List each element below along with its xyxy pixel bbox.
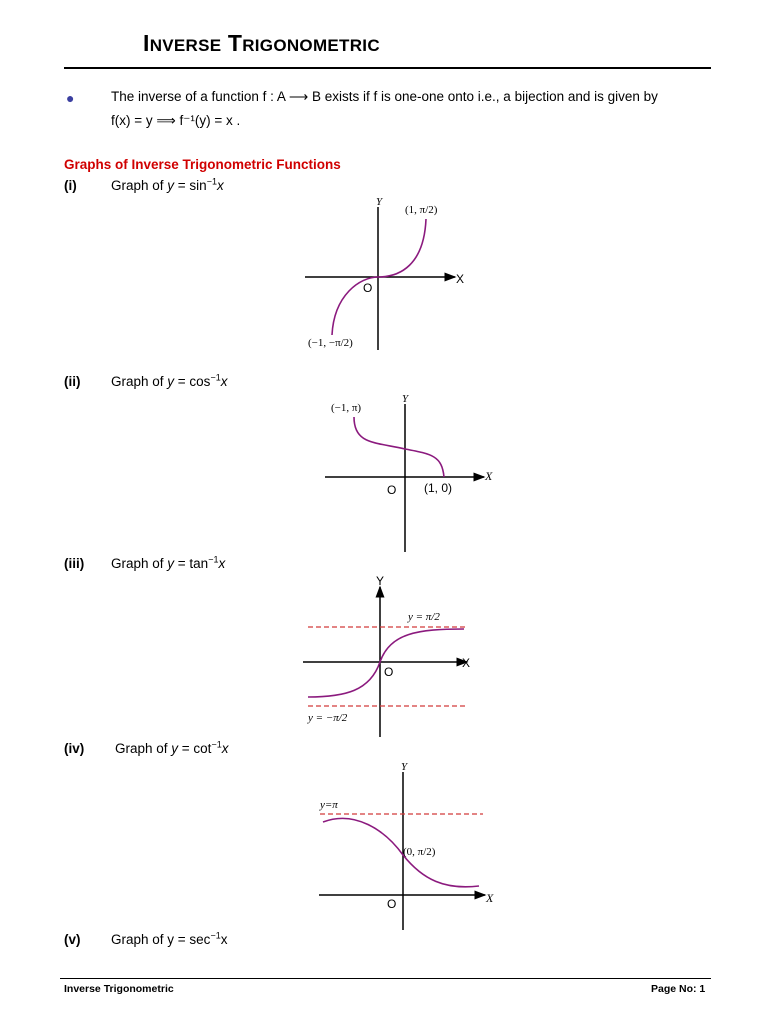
caption-var: y (167, 556, 175, 571)
caption-text: Graph of (111, 932, 168, 947)
origin-label: O (363, 281, 373, 295)
point-label: (1, π/2) (405, 204, 438, 216)
item-caption-5 (111, 932, 227, 947)
caption-sup: −1 (206, 176, 217, 187)
page-number: Page No: 1 (651, 983, 706, 995)
curve (354, 417, 444, 477)
origin-label: O (387, 483, 397, 497)
item-caption-2 (111, 374, 227, 389)
point-label: (−1, −π/2) (308, 337, 353, 349)
bullet-icon: ● (66, 90, 75, 106)
title-rest-1: NVERSE (149, 36, 222, 55)
footer-rule (60, 978, 711, 979)
graph-arccot (315, 760, 503, 932)
y-axis-label: Y (376, 196, 383, 208)
graph-arctan (300, 573, 482, 741)
caption-arg: x (218, 556, 226, 571)
title-rule (64, 67, 711, 69)
caption-var: y (167, 374, 175, 389)
graph-arcsin (300, 195, 475, 355)
origin-label: O (384, 665, 394, 679)
x-axis-label: X (462, 656, 471, 670)
item-caption-3 (111, 556, 225, 571)
curve (323, 818, 479, 886)
item-label-3: (iii) (64, 556, 85, 571)
item-label-4: (iv) (64, 741, 85, 756)
caption-var: y (167, 932, 175, 947)
title-rest-2: RIGONOMETRIC (242, 36, 380, 55)
footer-title: Inverse Trigonometric (64, 983, 174, 995)
intro-line-1: The inverse of a function f : A ⟶ B exists if f is one-one onto i.e., a bijection and is given by (111, 89, 658, 104)
caption-fn: = tan (174, 556, 209, 571)
caption-fn: = cos (174, 374, 211, 389)
caption-arg: x (220, 932, 228, 947)
caption-fn: = cot (178, 741, 212, 756)
section-heading: Graphs of Inverse Trigonometric Functions (64, 157, 341, 172)
x-axis-label: X (456, 272, 465, 286)
y-axis-label: Y (402, 393, 409, 405)
caption-sup: −1 (208, 554, 219, 565)
origin-label: O (387, 897, 397, 911)
item-caption-4 (115, 741, 228, 756)
caption-fn: = sin (174, 178, 207, 193)
asymptote-label: y = −π/2 (308, 712, 348, 724)
caption-sup: −1 (210, 372, 221, 383)
y-axis-label: Y (401, 761, 408, 773)
point-label: (−1, π) (331, 402, 362, 414)
caption-text: Graph of (111, 556, 168, 571)
caption-arg: x (220, 374, 228, 389)
intro-line-2: f(x) = y ⟹ f⁻¹(y) = x . (111, 113, 241, 128)
x-axis-label: X (486, 891, 494, 905)
caption-sup: −1 (210, 930, 221, 941)
x-axis-label: X (485, 469, 493, 483)
caption-text: Graph of (111, 374, 168, 389)
item-label-5: (v) (64, 932, 81, 947)
caption-text: Graph of (111, 178, 168, 193)
curve (308, 629, 464, 697)
asymptote-label: y = π/2 (408, 611, 440, 623)
caption-sup: −1 (211, 739, 222, 750)
caption-text: Graph of (115, 741, 172, 756)
caption-fn: = sec (174, 932, 211, 947)
item-label-2: (ii) (64, 374, 81, 389)
page-title (143, 30, 380, 57)
caption-arg: x (221, 741, 229, 756)
caption-var: y (167, 178, 175, 193)
y-axis-label: Y (376, 574, 385, 588)
caption-var: y (171, 741, 179, 756)
asymptote-label: y=π (320, 799, 338, 811)
item-label-1: (i) (64, 178, 77, 193)
point-label: (0, π/2) (403, 846, 436, 858)
title-cap-2: T (227, 30, 243, 56)
graph-arccos (322, 392, 500, 554)
point-label: (1, 0) (424, 481, 453, 495)
caption-arg: x (216, 178, 224, 193)
item-caption-1 (111, 178, 224, 193)
title-cap-1: I (143, 30, 150, 56)
